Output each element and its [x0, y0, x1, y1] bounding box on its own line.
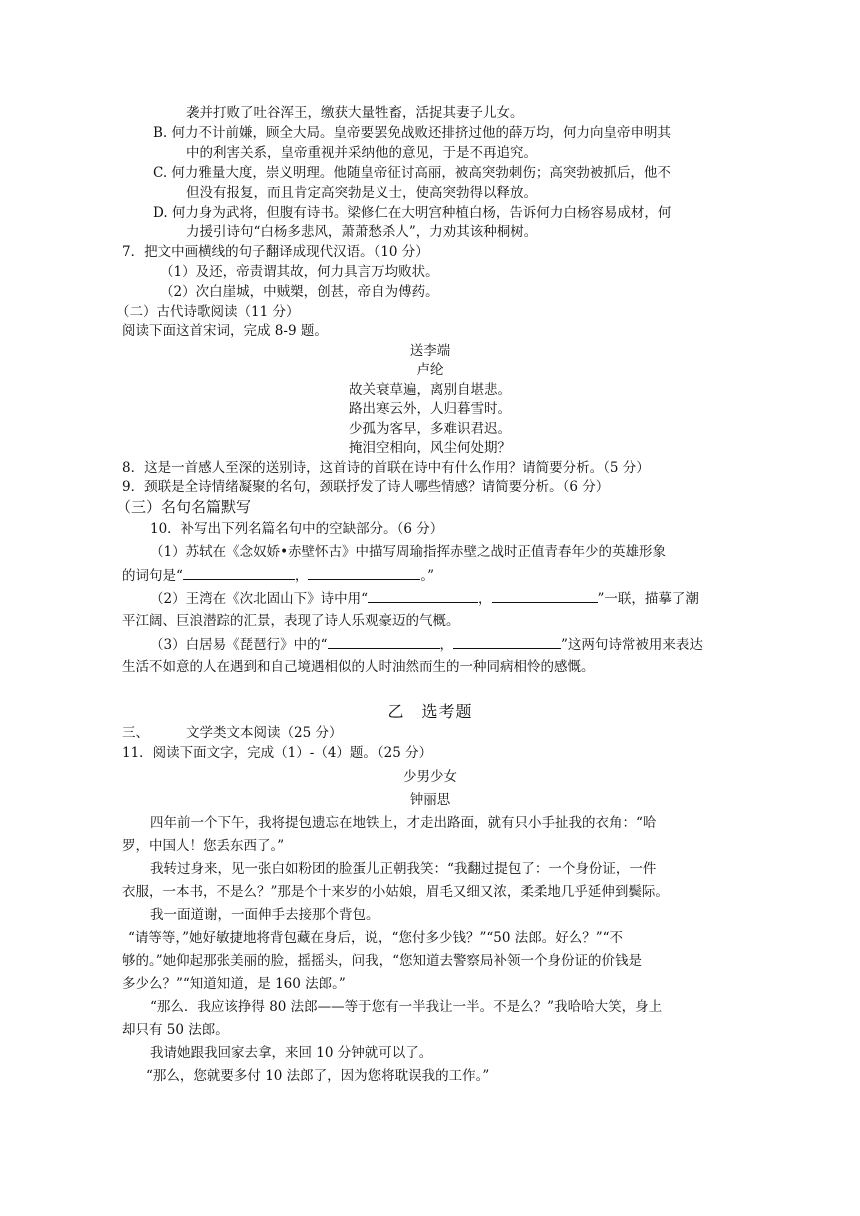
- story-paragraph-line: 够的。”她仰起那张美丽的脸，摇摇头，问我，“您知道去警察局补领一个身份证的价钱是: [122, 953, 643, 969]
- question-9: 9．颈联是全诗情绪凝聚的名句，颈联抒发了诗人哪些情感？请简要分析。（6 分）: [122, 479, 610, 495]
- option-d-line2: 力援引诗句“白杨多悲风，萧萧愁杀人”，力劝其该种桐树。: [186, 224, 538, 240]
- dictation-section-title: （三）名句名篇默写: [116, 498, 252, 516]
- answer-blank[interactable]: [368, 588, 478, 603]
- story-paragraph-line: “那么．我应该挣得 80 法郎——等于您有一半我让一半。不是么？”我哈哈大笑，身上: [150, 999, 663, 1015]
- story-paragraph-line: 罗，中国人！您丢东西了。”: [122, 838, 285, 854]
- option-b-line1: B. 何力不计前嫌，顾全大局。皇帝要罢免战败还排挤过他的薛万均，何力向皇帝申明其: [153, 125, 672, 141]
- poem-line: 少孤为客早，多难识君迟。: [349, 421, 511, 437]
- question-7-sentence-2: （2）次白崖城，中贼槊，创甚，帝自为傅药。: [160, 284, 439, 300]
- option-b-line2: 中的利害关系，皇帝重视并采纳他的意见，于是不再追究。: [186, 145, 537, 161]
- dictation-item-3-line1: （3）白居易《琵琶行》中的“ ， ”这两句诗常被用来表达: [150, 634, 703, 654]
- dictation-item-1-line1: （1）苏轼在《念奴娇•赤壁怀古》中描写周瑜指挥赤壁之战时正值青春年少的英雄形象: [150, 544, 667, 560]
- option-c-line2: 但没有报复，而且肯定高突勃是义士，使高突勃得以释放。: [186, 185, 537, 201]
- option-c-line1: C. 何力雅量大度，崇义明理。他随皇帝征讨高丽，被高突勃刺伤；高突勃被抓后，他不: [153, 165, 671, 181]
- poetry-section-title: （二）古代诗歌阅读（11 分）: [116, 304, 300, 320]
- answer-blank[interactable]: [453, 634, 561, 649]
- poem-author: 卢纶: [416, 362, 444, 378]
- section-3-number: 三、: [122, 725, 149, 741]
- question-7-sentence-1: （1）及还，帝责谓其故，何力具言万均败状。: [160, 264, 439, 280]
- story-paragraph-line: 四年前一个下午，我将提包遗忘在地铁上，才走出路面，就有只小手扯我的衣角：“哈: [150, 815, 657, 831]
- story-paragraph-line: 却只有 50 法郎。: [122, 1022, 229, 1038]
- story-paragraph-line: 我转过身来，见一张白如粉团的脸蛋儿正朝我笑：“我翻过提包了：一个身份证，一件: [150, 861, 657, 877]
- answer-blank[interactable]: [492, 588, 598, 603]
- answer-blank[interactable]: [308, 565, 420, 580]
- dictation-item-3-line2: 生活不如意的人在遇到和自己境遇相似的人时油然而生的一种同病相怜的感慨。: [122, 659, 595, 675]
- dictation-item-2-line1: （2）王湾在《次北固山下》诗中用“ ， ”一联，描摹了潮: [150, 588, 699, 608]
- story-author: 钟丽思: [409, 792, 451, 808]
- poem-line: 路出寒云外，人归暮雪时。: [349, 401, 511, 417]
- story-paragraph-line: 我一面道谢，一面伸手去接那个背包。: [150, 907, 380, 923]
- answer-blank[interactable]: [183, 565, 295, 580]
- section-3-title: 文学类文本阅读（25 分）: [186, 725, 343, 741]
- question-8: 8．这是一首感人至深的送别诗，这首诗的首联在诗中有什么作用？请简要分析。（5 分）: [122, 460, 650, 476]
- poem-title: 送李端: [409, 343, 451, 359]
- option-d-line1: D. 何力身为武将，但腹有诗书。梁修仁在大明宫种植白杨，告诉何力白杨容易成材，何: [153, 205, 672, 221]
- story-paragraph-line: 衣服，一本书，不是么？”那是个十来岁的小姑娘，眉毛又细又浓，柔柔地几乎延伸到鬓际。: [122, 884, 669, 900]
- story-paragraph-line: 多少么？”“知道知道，是 160 法郎。”: [122, 976, 346, 992]
- poem-line: 掩泪空相向，风尘何处期？: [349, 440, 511, 456]
- story-paragraph-line: “请等等，”她好敏捷地将背包藏在身后，说，“您付多少钱？”“50 法郎。好么？”“不: [128, 930, 624, 946]
- story-title: 少男少女: [403, 769, 457, 785]
- question-11: 11．阅读下面文字，完成（1）-（4）题。（25 分）: [122, 745, 433, 761]
- question-10: 10．补写出下列名篇名句中的空缺部分。（6 分）: [150, 521, 444, 537]
- poetry-intro: 阅读下面这首宋词，完成 8-9 题。: [122, 323, 328, 339]
- poem-line: 故关衰草遍，离别自堪悲。: [349, 382, 511, 398]
- dictation-item-2-line2: 平江阔、巨浪潜踪的汇景，表现了诗人乐观豪迈的气概。: [122, 613, 460, 629]
- story-paragraph-line: 我请她跟我回家去拿，来回 10 分钟就可以了。: [150, 1045, 433, 1061]
- option-a-continuation: 袭并打败了吐谷浑王，缴获大量牲畜，活捉其妻子儿女。: [186, 105, 524, 121]
- question-7: 7．把文中画横线的句子翻译成现代汉语。（10 分）: [122, 244, 429, 260]
- part-b-heading: 乙 选考题: [387, 702, 473, 721]
- dictation-item-1-line2: 的词句是“ ， 。”: [122, 565, 434, 585]
- answer-blank[interactable]: [328, 634, 440, 649]
- story-paragraph-line: “那么，您就要多付 10 法郎了，因为您将耽误我的工作。”: [146, 1068, 490, 1084]
